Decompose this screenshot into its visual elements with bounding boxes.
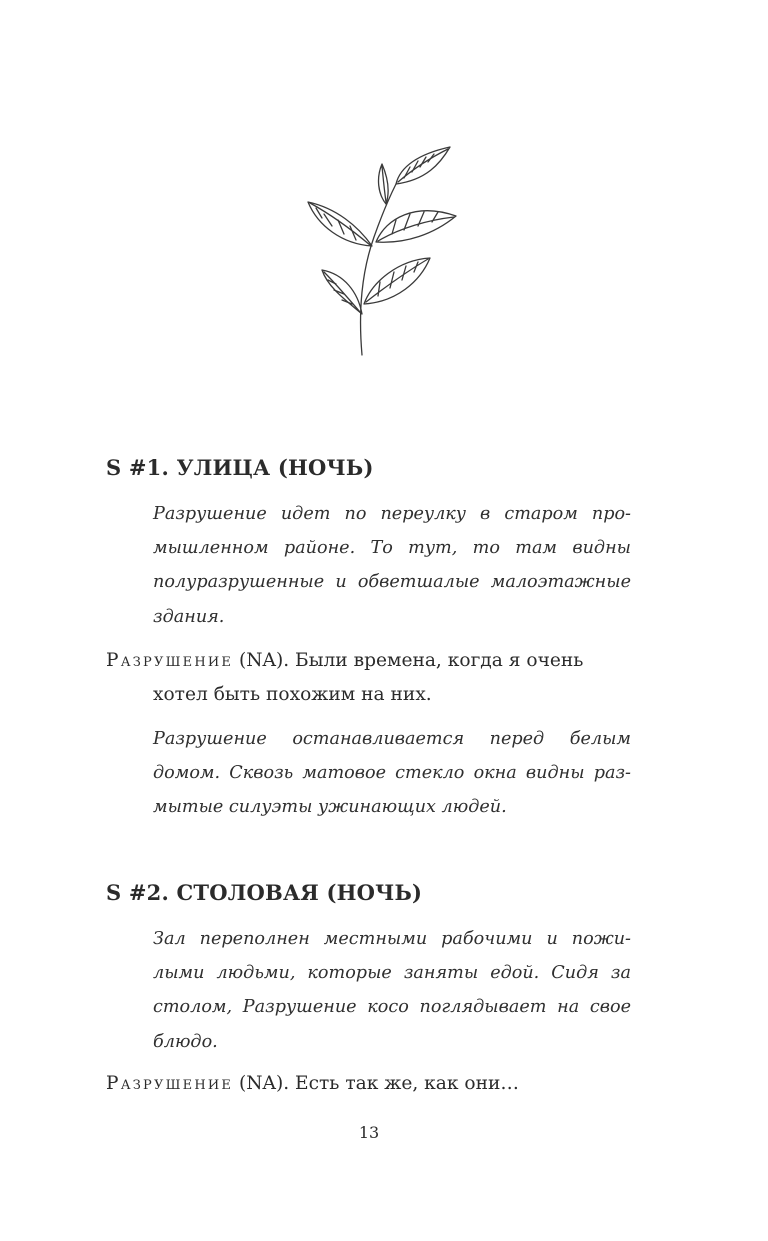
- action-line: Разрушение идет по переулку в старом про-: [153, 504, 631, 524]
- dialogue-text: (NA). Были времена, когда я очень: [233, 650, 584, 671]
- dialogue-first-line: [106, 644, 631, 678]
- action-line: мышленном районе. То тут, то там видны: [153, 538, 631, 559]
- scene-heading-2: S #2. СТОЛОВАЯ (НОЧЬ): [106, 880, 423, 905]
- dialogue-2: [106, 1067, 631, 1101]
- speaker-name: Разрушение: [106, 650, 234, 671]
- action-line: домом. Сквозь матовое стекло окна видны раз-: [153, 763, 631, 784]
- action-line: лыми людьми, которые заняты едой. Сидя за: [153, 963, 631, 984]
- action-paragraph-2: [153, 722, 631, 825]
- dialogue-continuation: хотел быть похожим на них.: [153, 684, 432, 705]
- action-line: мытые силуэты ужинающих людей.: [153, 797, 507, 818]
- action-line: блюдо.: [153, 1031, 218, 1052]
- speaker-name: Разрушение: [106, 1073, 234, 1094]
- action-paragraph-1: [153, 497, 631, 634]
- action-line: Зал переполнен местными рабочими и пожи-: [153, 929, 631, 949]
- scene-heading-1: S #1. УЛИЦА (НОЧЬ): [106, 455, 374, 480]
- page-number: 13: [358, 1123, 380, 1142]
- dialogue-text: (NA). Есть так же, как они…: [233, 1073, 519, 1094]
- action-line: здания.: [153, 606, 225, 627]
- dialogue-first-line: [106, 1067, 631, 1101]
- action-line: полуразрушенные и обветшалые малоэтажные: [153, 572, 631, 593]
- dialogue-1: [106, 644, 631, 712]
- action-paragraph-3: [153, 922, 631, 1059]
- action-line: Разрушение останавливается перед белым: [153, 729, 631, 749]
- leaf-branch-icon: [300, 142, 464, 360]
- action-line: столом, Разрушение косо поглядывает на свое: [153, 997, 631, 1018]
